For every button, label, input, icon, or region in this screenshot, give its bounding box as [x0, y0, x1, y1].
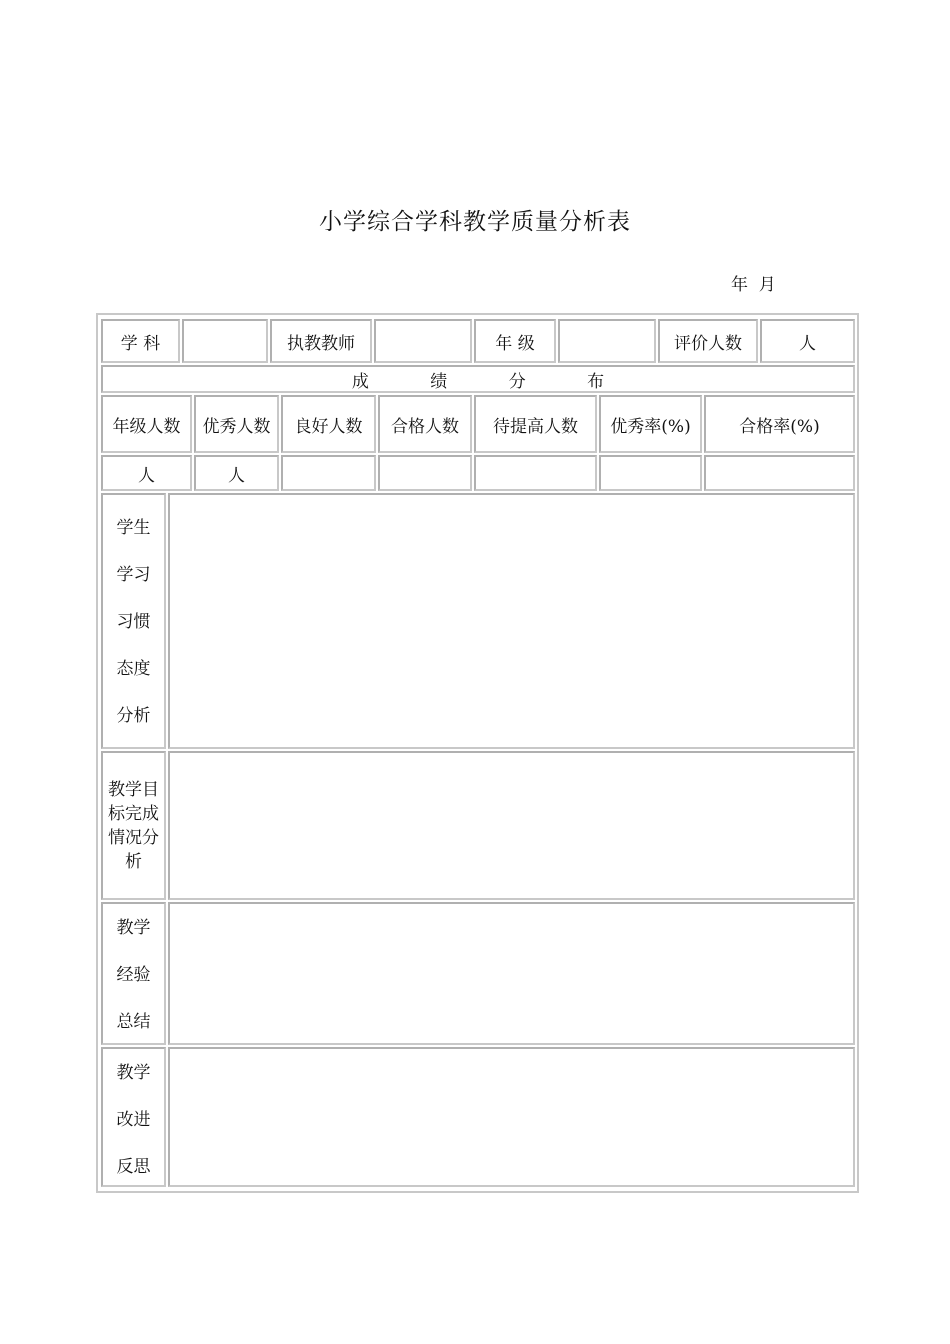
teacher-field[interactable]: [374, 319, 472, 363]
section-label-line: 标完成: [108, 803, 159, 824]
good-count-field[interactable]: [281, 455, 376, 491]
col-header-excellent-rate: 优秀率(%): [599, 395, 702, 453]
col-header-pass-rate: 合格率(%): [704, 395, 855, 453]
section-label-goal-completion: [101, 751, 166, 900]
section-label-line: 总结: [116, 1012, 151, 1032]
col-header-excellent-count: 优秀人数: [194, 395, 279, 453]
section-label-line: 习惯: [116, 612, 151, 632]
subject-label: 学 科: [101, 319, 180, 363]
improvement-reflection-content[interactable]: [168, 1047, 855, 1187]
pass-rate-field[interactable]: [704, 455, 855, 491]
section-label-line: 析: [125, 851, 142, 872]
grade-count-field[interactable]: 人: [101, 455, 192, 491]
study-habits-content[interactable]: [168, 493, 855, 749]
page-title: 小学综合学科教学质量分析表: [319, 209, 631, 235]
section-label-line: 情况分: [108, 827, 159, 848]
section-label-line: 经验: [116, 965, 151, 985]
col-header-pass-count: 合格人数: [378, 395, 472, 453]
distribution-heading-text: 成 绩 分 布: [351, 371, 633, 392]
col-header-improve-count: 待提高人数: [474, 395, 597, 453]
section-label-line: 态度: [116, 659, 151, 679]
pass-count-field[interactable]: [378, 455, 472, 491]
section-label-line: 教学目: [108, 779, 159, 800]
col-header-good-count: 良好人数: [281, 395, 376, 453]
section-label-line: 改进: [116, 1110, 151, 1130]
goal-completion-content[interactable]: [168, 751, 855, 900]
grade-field[interactable]: [558, 319, 656, 363]
subject-field[interactable]: [182, 319, 268, 363]
improve-count-field[interactable]: [474, 455, 597, 491]
section-label-line: 分析: [116, 706, 151, 726]
eval-count-label: 评价人数: [658, 319, 758, 363]
col-header-grade-count: 年级人数: [101, 395, 192, 453]
date-line: 年 月: [731, 275, 776, 295]
section-label-improvement-reflection: [101, 1047, 166, 1187]
excellent-count-field[interactable]: 人: [194, 455, 279, 491]
eval-count-field[interactable]: 人: [760, 319, 855, 363]
section-label-line: 学生: [116, 518, 151, 538]
section-label-line: 学习: [116, 565, 151, 585]
distribution-heading: [101, 365, 855, 393]
excellent-rate-field[interactable]: [599, 455, 702, 491]
section-label-line: 教学: [116, 918, 151, 938]
grade-label: 年 级: [474, 319, 556, 363]
teacher-label: 执教教师: [270, 319, 372, 363]
section-label-study-habits: [101, 493, 166, 749]
section-label-line: 反思: [116, 1157, 151, 1177]
section-label-line: 教学: [116, 1063, 151, 1083]
experience-summary-content[interactable]: [168, 902, 855, 1045]
section-label-experience-summary: [101, 902, 166, 1045]
